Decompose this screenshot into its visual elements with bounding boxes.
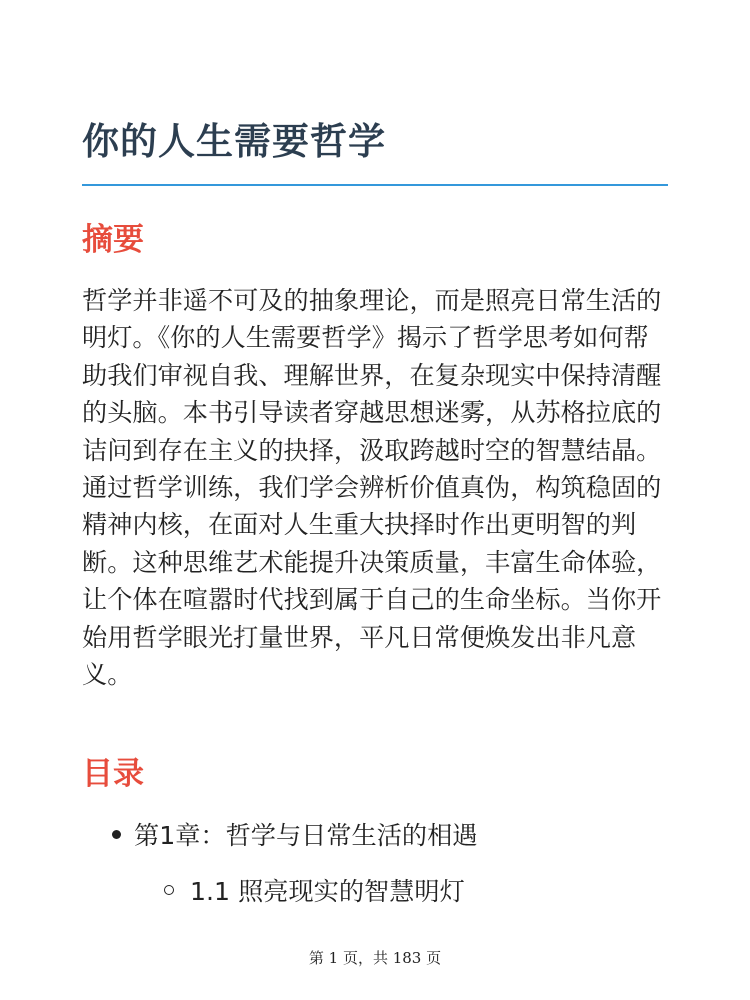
toc-item-chapter-1[interactable]: 第1章：哲学与日常生活的相遇 xyxy=(134,821,478,850)
toc-item-section-1-1[interactable]: 1.1 照亮现实的智慧明灯 xyxy=(190,877,465,906)
page-title: 你的人生需要哲学 xyxy=(82,120,386,163)
summary-heading: 摘要 xyxy=(82,222,144,258)
abstract-paragraph: 哲学并非遥不可及的抽象理论，而是照亮日常生活的明灯。《你的人生需要哲学》揭示了哲学思考如何帮助我们审视自我、理解世界，在复杂现实中保持清醒的头脑。本书引导读者穿越思想迷雾，从苏格拉底的诘问到存在主义的抉择，汲取跨越时空的智慧结晶。通过哲学训练，我们学会辨析价值真伪，构筑稳固的精神内核，在面对人生重大抉择时作出更明智的判断。这种思维艺术能提升决策质量，丰富生命体验，让个体在喧嚣时代找到属于自己的生命坐标。当你开始用哲学眼光打量世界，平凡日常便焕发出非凡意义。 xyxy=(82,286,662,690)
title-divider xyxy=(82,184,668,186)
bullet-disc-icon xyxy=(112,830,121,839)
bullet-circle-icon xyxy=(164,885,174,895)
page-footer: 第 1 页，共 183 页 xyxy=(308,949,442,967)
toc-heading: 目录 xyxy=(82,756,144,792)
